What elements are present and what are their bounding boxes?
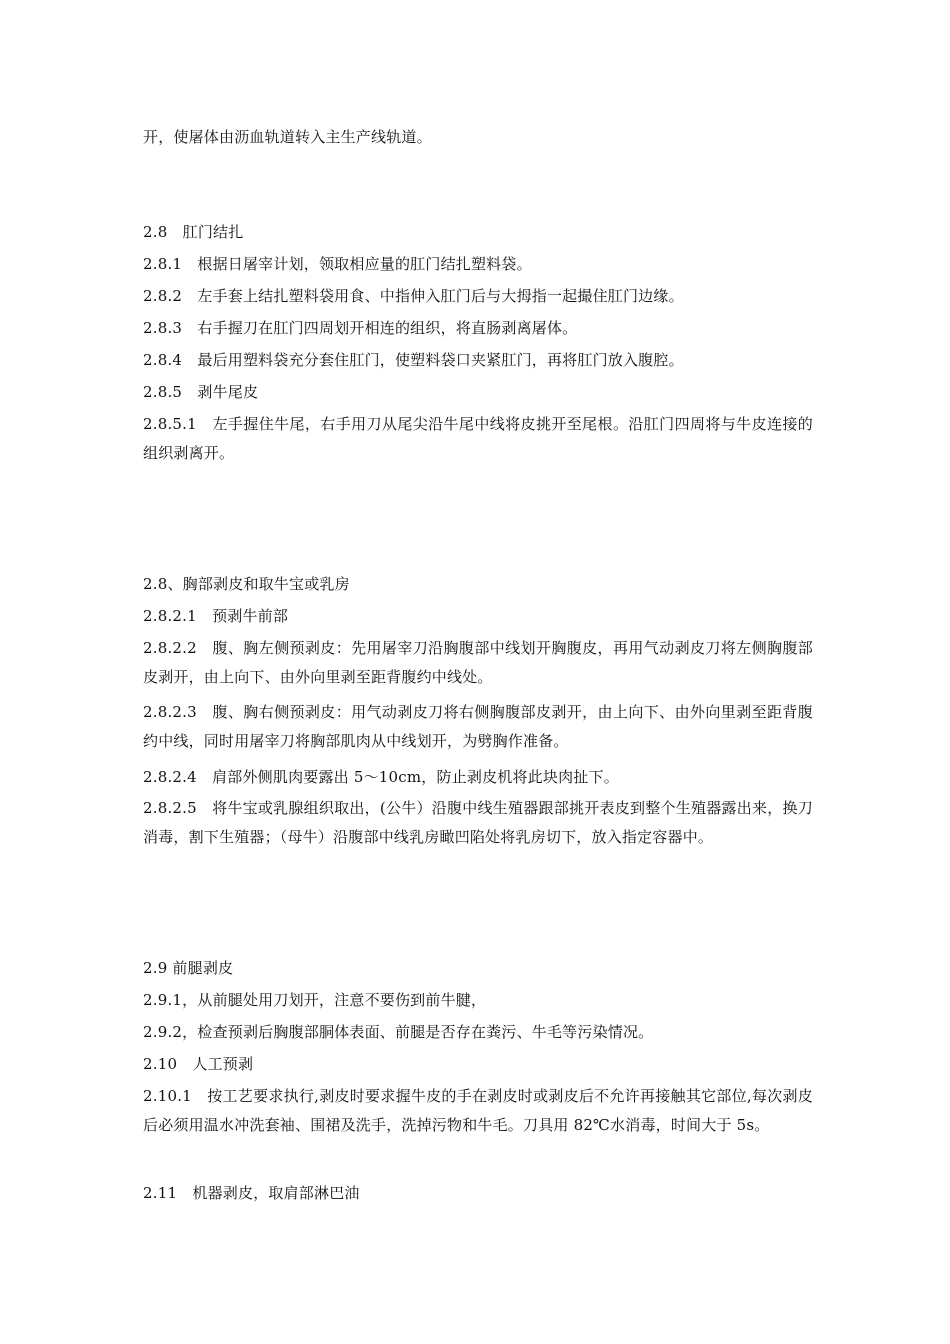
paragraph-2-8-2-4: 2.8.2.4 肩部外侧肌肉要露出 5～10cm，防止剥皮机将此块肉扯下。 — [143, 768, 619, 786]
paragraph-continuation: 开，使屠体由沥血轨道转入主生产线轨道。 — [143, 128, 432, 146]
section-heading-chest-skinning: 2.8、胸部剥皮和取牛宝或乳房 — [143, 575, 350, 593]
paragraph-2-8-1: 2.8.1 根据日屠宰计划，领取相应量的肛门结扎塑料袋。 — [143, 255, 532, 273]
section-heading-2-9: 2.9 前腿剥皮 — [143, 959, 234, 977]
paragraph-2-8-3: 2.8.3 右手握刀在肛门四周划开相连的组织，将直肠剥离屠体。 — [143, 319, 578, 337]
paragraph-2-8-2-2: 2.8.2.2 腹、胸左侧预剥皮：先用屠宰刀沿胸腹部中线划开胸腹皮，再用气动剥皮刀将左侧胸腹部皮剥开，由上向下、由外向里剥至距背腹约中线处。 — [143, 639, 813, 686]
paragraph-2-8-4: 2.8.4 最后用塑料袋充分套住肛门，使塑料袋口夹紧肛门，再将肛门放入腹腔。 — [143, 351, 684, 369]
paragraph-2-10-1: 2.10.1 按工艺要求执行,剥皮时要求握牛皮的手在剥皮时或剥皮后不允许再接触其它部位,每次剥皮后必须用温水冲洗套袖、围裙及洗手，洗掉污物和牛毛。刀具用 82℃水消毒，时间大于 5s。 — [143, 1087, 813, 1134]
section-heading-2-10: 2.10 人工预剥 — [143, 1055, 254, 1073]
section-heading-2-11: 2.11 机器剥皮，取肩部淋巴油 — [143, 1184, 360, 1202]
paragraph-2-8-2-1: 2.8.2.1 预剥牛前部 — [143, 607, 289, 625]
section-heading-2-8: 2.8 肛门结扎 — [143, 223, 244, 241]
paragraph-2-8-2-3: 2.8.2.3 腹、胸右侧预剥皮：用气动剥皮刀将右侧胸腹部皮剥开，由上向下、由外向里剥至距背腹约中线，同时用屠宰刀将胸部肌肉从中线划开，为劈胸作准备。 — [143, 703, 813, 750]
paragraph-2-8-5: 2.8.5 剥牛尾皮 — [143, 383, 259, 401]
paragraph-2-8-5-1: 2.8.5.1 左手握住牛尾，右手用刀从尾尖沿牛尾中线将皮挑开至尾根。沿肛门四周将与牛皮连接的组织剥离开。 — [143, 415, 813, 462]
paragraph-2-8-2: 2.8.2 左手套上结扎塑料袋用食、中指伸入肛门后与大拇指一起撮住肛门边缘。 — [143, 287, 684, 305]
paragraph-2-9-1: 2.9.1，从前腿处用刀划开，注意不要伤到前牛腱， — [143, 991, 487, 1009]
paragraph-2-8-2-5: 2.8.2.5 将牛宝或乳腺组织取出，(公牛）沿腹中线生殖器跟部挑开表皮到整个生殖器露出来，换刀消毒，割下生殖器；（母牛）沿腹部中线乳房瞰凹陷处将乳房切下，放入指定容器中。 — [143, 799, 813, 846]
paragraph-2-9-2: 2.9.2，检查预剥后胸腹部胴体表面、前腿是否存在粪污、牛毛等污染情况。 — [143, 1023, 654, 1041]
